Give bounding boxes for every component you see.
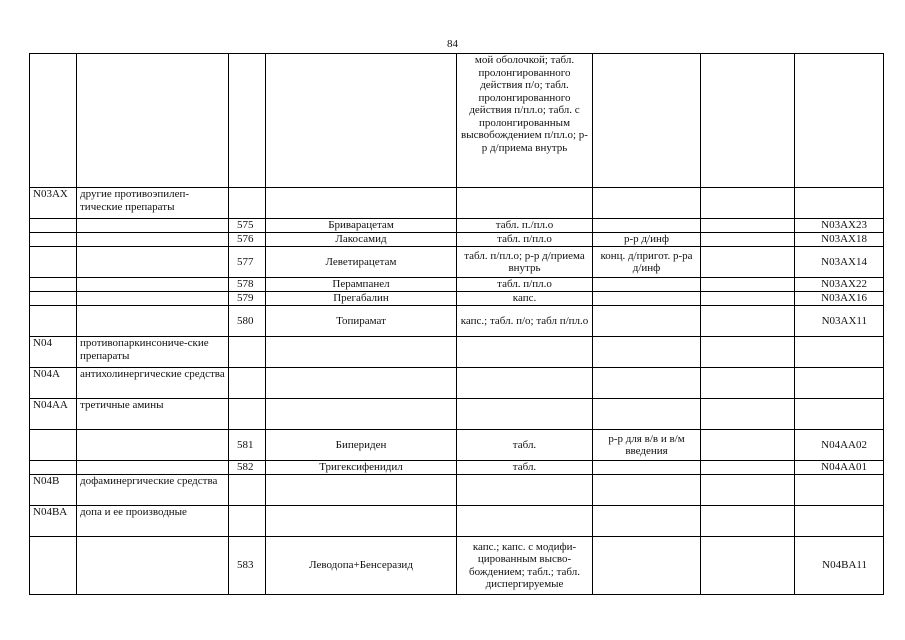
dosage-form-cell: табл. п/пл.о (457, 233, 593, 247)
atc-code-cell: N04AA01 (795, 461, 884, 475)
dosage-form-cell: табл. п/пл.о; р-р д/приема внутрь (457, 247, 593, 278)
dosage-form-cell (457, 399, 593, 430)
table-row (30, 399, 884, 430)
dosage-form-extra-cell (593, 54, 701, 188)
atc-code-cell (795, 506, 884, 537)
table-row (30, 306, 884, 337)
group-name-cell: допа и ее производные (77, 506, 229, 537)
dosage-form-cell: капс.; табл. п/о; табл п/пл.о (457, 306, 593, 337)
dosage-form-extra-cell (593, 292, 701, 306)
item-number-cell (229, 54, 266, 188)
empty-cell (701, 368, 795, 399)
atc-code-cell: N03AX16 (795, 292, 884, 306)
atc-code-cell: N03AX14 (795, 247, 884, 278)
drug-name-cell (266, 506, 457, 537)
atc-group-code-cell (30, 430, 77, 461)
group-name-cell (77, 219, 229, 233)
table-row (30, 292, 884, 306)
drug-name-cell (266, 399, 457, 430)
atc-code-cell: N04AA02 (795, 430, 884, 461)
empty-cell (701, 278, 795, 292)
empty-cell (701, 430, 795, 461)
group-name-cell: противопаркинсониче-ские препараты (77, 337, 229, 368)
empty-cell (701, 292, 795, 306)
drug-name-cell: Бипериден (266, 430, 457, 461)
group-name-cell: другие противоэпилеп-тические препараты (77, 188, 229, 219)
dosage-form-cell: табл. п/пл.о (457, 278, 593, 292)
item-number-cell (229, 475, 266, 506)
empty-cell (701, 399, 795, 430)
drug-name-cell (266, 475, 457, 506)
empty-cell (701, 337, 795, 368)
dosage-form-extra-cell: р-р д/инф (593, 233, 701, 247)
atc-code-cell (795, 475, 884, 506)
empty-cell (701, 247, 795, 278)
table-row (30, 537, 884, 595)
group-name-cell (77, 461, 229, 475)
drug-name-cell: Прегабалин (266, 292, 457, 306)
atc-group-code-cell: N04 (30, 337, 77, 368)
empty-cell (701, 537, 795, 595)
dosage-form-cell: табл. (457, 461, 593, 475)
dosage-form-cell (457, 188, 593, 219)
atc-code-cell: N03AX22 (795, 278, 884, 292)
dosage-form-extra-cell (593, 188, 701, 219)
table-row (30, 54, 884, 188)
atc-group-code-cell (30, 537, 77, 595)
drug-name-cell (266, 337, 457, 368)
atc-group-code-cell: N04B (30, 475, 77, 506)
item-number-cell: 577 (229, 247, 266, 278)
atc-code-cell (795, 399, 884, 430)
dosage-form-cell: капс.; капс. с модифи-цированным высво-бождением; табл.; табл. диспергируемые (457, 537, 593, 595)
drug-name-cell: Лакосамид (266, 233, 457, 247)
dosage-form-cell: табл. п./пл.о (457, 219, 593, 233)
atc-code-cell: N03AX11 (795, 306, 884, 337)
dosage-form-extra-cell (593, 537, 701, 595)
table-row (30, 219, 884, 233)
item-number-cell: 578 (229, 278, 266, 292)
atc-group-code-cell: N04BA (30, 506, 77, 537)
dosage-form-extra-cell: конц. д/пригот. р-ра д/инф (593, 247, 701, 278)
atc-group-code-cell (30, 233, 77, 247)
drug-name-cell: Перампанел (266, 278, 457, 292)
drug-table (29, 53, 884, 595)
empty-cell (701, 461, 795, 475)
table-row (30, 461, 884, 475)
table-row (30, 278, 884, 292)
table-row (30, 475, 884, 506)
item-number-cell: 579 (229, 292, 266, 306)
dosage-form-cell (457, 337, 593, 368)
dosage-form-cell: табл. (457, 430, 593, 461)
page-number: 84 (447, 38, 458, 50)
group-name-cell (77, 54, 229, 188)
atc-group-code-cell (30, 219, 77, 233)
empty-cell (701, 306, 795, 337)
item-number-cell: 575 (229, 219, 266, 233)
dosage-form-extra-cell (593, 461, 701, 475)
dosage-form-extra-cell (593, 506, 701, 537)
empty-cell (701, 54, 795, 188)
empty-cell (701, 188, 795, 219)
group-name-cell (77, 306, 229, 337)
item-number-cell: 580 (229, 306, 266, 337)
atc-group-code-cell (30, 461, 77, 475)
group-name-cell: дофаминергические средства (77, 475, 229, 506)
atc-code-cell: N03AX18 (795, 233, 884, 247)
dosage-form-cell (457, 475, 593, 506)
item-number-cell: 582 (229, 461, 266, 475)
atc-code-cell: N04BA11 (795, 537, 884, 595)
item-number-cell: 581 (229, 430, 266, 461)
dosage-form-extra-cell (593, 219, 701, 233)
empty-cell (701, 233, 795, 247)
dosage-form-cell: капс. (457, 292, 593, 306)
table-row (30, 506, 884, 537)
atc-code-cell (795, 54, 884, 188)
group-name-cell: третичные амины (77, 399, 229, 430)
drug-name-cell: Бриварацетам (266, 219, 457, 233)
table-row (30, 430, 884, 461)
dosage-form-extra-cell (593, 337, 701, 368)
atc-code-cell (795, 368, 884, 399)
dosage-form-cell (457, 368, 593, 399)
item-number-cell (229, 506, 266, 537)
drug-name-cell: Леветирацетам (266, 247, 457, 278)
atc-group-code-cell: N04A (30, 368, 77, 399)
empty-cell (701, 475, 795, 506)
atc-group-code-cell: N04AA (30, 399, 77, 430)
item-number-cell (229, 399, 266, 430)
atc-group-code-cell (30, 292, 77, 306)
empty-cell (701, 506, 795, 537)
group-name-cell (77, 430, 229, 461)
atc-group-code-cell (30, 247, 77, 278)
item-number-cell (229, 337, 266, 368)
atc-code-cell (795, 188, 884, 219)
drug-name-cell (266, 188, 457, 219)
drug-name-cell: Тригексифенидил (266, 461, 457, 475)
atc-code-cell: N03AX23 (795, 219, 884, 233)
group-name-cell (77, 537, 229, 595)
atc-code-cell (795, 337, 884, 368)
item-number-cell (229, 188, 266, 219)
dosage-form-extra-cell (593, 278, 701, 292)
table-row (30, 233, 884, 247)
dosage-form-extra-cell (593, 368, 701, 399)
atc-group-code-cell (30, 54, 77, 188)
table-row (30, 368, 884, 399)
drug-name-cell (266, 368, 457, 399)
group-name-cell (77, 247, 229, 278)
table-row (30, 337, 884, 368)
dosage-form-cell: мой оболочкой; табл. пролонгированного действия п/о; табл. пролонгированного действия п/пл.о; табл. с пролонгированным высвобождением п/пл.о; р-р д/приема внутрь (457, 54, 593, 188)
atc-group-code-cell (30, 278, 77, 292)
group-name-cell (77, 278, 229, 292)
group-name-cell (77, 233, 229, 247)
group-name-cell: антихолинергические средства (77, 368, 229, 399)
dosage-form-extra-cell (593, 306, 701, 337)
table-row (30, 247, 884, 278)
atc-group-code-cell (30, 306, 77, 337)
item-number-cell (229, 368, 266, 399)
drug-name-cell (266, 54, 457, 188)
dosage-form-extra-cell: р-р для в/в и в/м введения (593, 430, 701, 461)
group-name-cell (77, 292, 229, 306)
dosage-form-extra-cell (593, 399, 701, 430)
drug-name-cell: Леводопа+Бенсеразид (266, 537, 457, 595)
table-row (30, 188, 884, 219)
item-number-cell: 576 (229, 233, 266, 247)
atc-group-code-cell: N03AX (30, 188, 77, 219)
dosage-form-extra-cell (593, 475, 701, 506)
empty-cell (701, 219, 795, 233)
dosage-form-cell (457, 506, 593, 537)
item-number-cell: 583 (229, 537, 266, 595)
drug-name-cell: Топирамат (266, 306, 457, 337)
